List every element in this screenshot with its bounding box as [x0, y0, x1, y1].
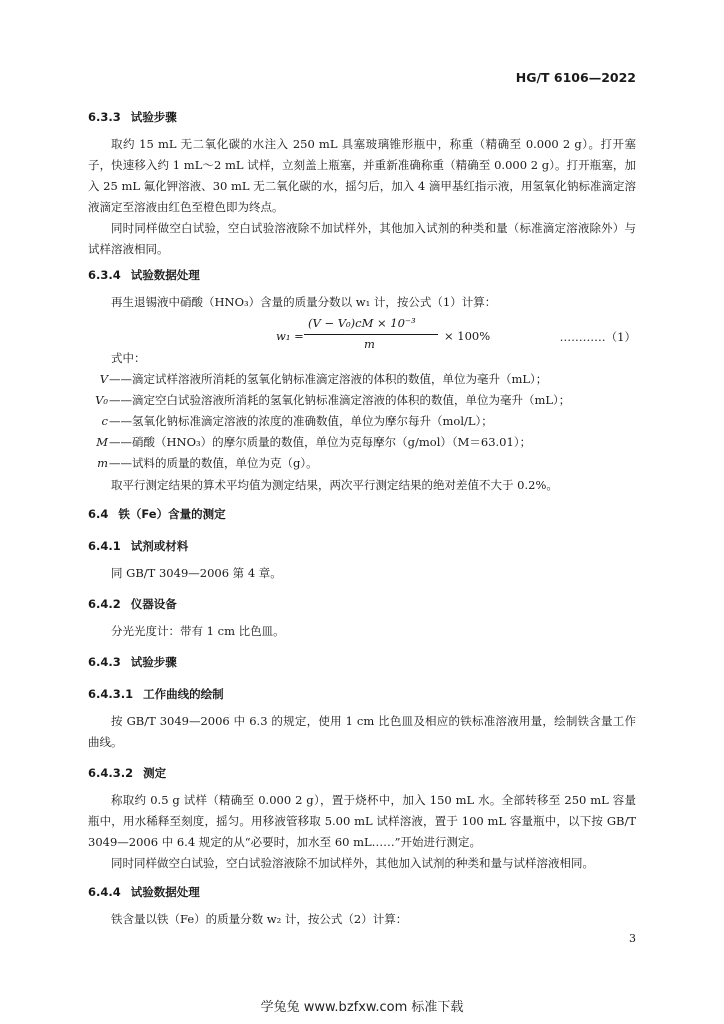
paragraph-iron-formula-intro: 铁含量以铁（Fe）的质量分数 w₂ 计，按公式（2）计算：	[111, 912, 408, 926]
formula-lhs: w₁ =	[276, 329, 304, 343]
section-number: 6.4.4	[88, 885, 121, 899]
section-title: 仪器设备	[130, 597, 177, 611]
section-number: 6.3.4	[88, 268, 121, 282]
fraction-bar	[304, 334, 438, 335]
where-label: 式中：	[111, 351, 146, 365]
section-number: 6.4.1	[88, 539, 121, 553]
section-title: 工作曲线的绘制	[143, 687, 224, 701]
section-title: 试验数据处理	[130, 885, 200, 899]
formula-suffix: × 100%	[444, 329, 491, 343]
section-number: 6.4.3.1	[88, 687, 134, 701]
section-title: 试验步骤	[130, 110, 177, 124]
paragraph-procedure: 取约 15 mL 无二氧化碳的水注入 250 mL 具塞玻璃锥形瓶中，称重（精确至 0.000 2 g）。打开塞子，快速移入约 1 mL～2 mL 试样，立刻盖上瓶塞，并重新准确称重（精确至 0.000 2 g）。打开瓶塞，加入 25 mL 氟化钾溶液、30 mL 无二氧化碳的水，摇匀后，加入 4 滴甲基红指示液，用氢氧化钠标准滴定溶液滴定至溶液由红色至橙色即为终点。	[88, 137, 636, 214]
variable-item	[88, 413, 493, 429]
variable-item	[88, 455, 318, 471]
section-heading-6-4-2	[88, 596, 177, 612]
paragraph-blank-test-iron: 同时同样做空白试验，空白试验溶液除不加试样外，其他加入试剂的种类和量与试样溶液相同。	[111, 856, 594, 870]
variable-symbol: V	[99, 372, 108, 386]
section-title: 试验步骤	[130, 655, 177, 669]
section-heading-6-4	[88, 506, 226, 522]
variable-description: ——氢氧化钠标准滴定溶液的浓度的准确数值，单位为摩尔每升（mol/L）；	[109, 414, 493, 428]
section-heading-6-3-4	[88, 267, 200, 283]
standard-code: HG/T 6106—2022	[515, 70, 636, 85]
section-heading-6-4-1	[88, 538, 188, 554]
footer-watermark: 学兔兔 www.bzfxw.com 标准下载	[260, 1000, 464, 1015]
variable-description: ——试料的质量的数值，单位为克（g）。	[109, 456, 318, 470]
formula-denominator: m	[364, 337, 375, 351]
paragraph-determination: 称取约 0.5 g 试样（精确至 0.000 2 g），置于烧杯中，加入 150 mL 水。全部转移至 250 mL 容量瓶中，用水稀释至刻度，摇匀。用移液管移取 5.00 mL 试样溶液，置于 100 mL 容量瓶中，以下按 GB/T 3049—2006 中 6.4 规定的从“必要时，加水至 60 mL……”开始进行测定。	[88, 793, 636, 849]
equation-number: …………（1）	[559, 330, 636, 344]
section-heading-6-3-3	[88, 109, 177, 125]
paragraph-formula-intro: 再生退锡液中硝酸（HNO₃）含量的质量分数以 w₁ 计，按公式（1）计算：	[111, 295, 497, 309]
section-title: 测定	[143, 766, 167, 780]
variable-item	[88, 434, 531, 450]
paragraph-apparatus: 分光光度计：带有 1 cm 比色皿。	[111, 624, 285, 638]
section-number: 6.3.3	[88, 110, 121, 124]
paragraph-calibration-curve: 按 GB/T 3049—2006 中 6.3 的规定，使用 1 cm 比色皿及相应的铁标准溶液用量，绘制铁含量工作曲线。	[88, 714, 636, 749]
section-number: 6.4.2	[88, 597, 121, 611]
formula-numerator: (V − V₀)cM × 10⁻³	[308, 316, 416, 330]
paragraph-reagents: 同 GB/T 3049—2006 第 4 章。	[111, 566, 282, 580]
variable-description: ——滴定试样溶液所消耗的氢氧化钠标准滴定溶液的体积的数值，单位为毫升（mL）；	[109, 372, 548, 386]
variable-symbol: c	[101, 414, 108, 428]
section-heading-6-4-4	[88, 884, 200, 900]
section-heading-6-4-3-1	[88, 686, 224, 702]
page-number: 3	[629, 932, 636, 945]
variable-description: ——滴定空白试验溶液所消耗的氢氧化钠标准滴定溶液的体积的数值，单位为毫升（mL）；	[109, 393, 571, 407]
section-title: 铁（Fe）含量的测定	[118, 507, 226, 521]
variable-symbol: M	[96, 435, 108, 449]
section-number: 6.4.3	[88, 655, 121, 669]
section-heading-6-4-3-2	[88, 765, 166, 781]
section-heading-6-4-3	[88, 654, 177, 670]
section-number: 6.4.3.2	[88, 766, 134, 780]
variable-symbol: V₀	[95, 393, 108, 407]
section-number: 6.4	[88, 507, 109, 521]
variable-item	[88, 392, 570, 408]
variable-symbol: m	[97, 456, 108, 470]
section-title: 试剂或材料	[130, 539, 189, 553]
section-title: 试验数据处理	[130, 268, 200, 282]
paragraph-result-rule: 取平行测定结果的算术平均值为测定结果，两次平行测定结果的绝对差值不大于 0.2%。	[111, 478, 558, 492]
variable-item	[88, 371, 547, 387]
paragraph-blank-test: 同时同样做空白试验，空白试验溶液除不加试样外，其他加入试剂的种类和量（标准滴定溶液除外）与试样溶液相同。	[88, 221, 636, 256]
variable-description: ——硝酸（HNO₃）的摩尔质量的数值，单位为克每摩尔（g/mol）（M＝63.01）；	[109, 435, 532, 449]
